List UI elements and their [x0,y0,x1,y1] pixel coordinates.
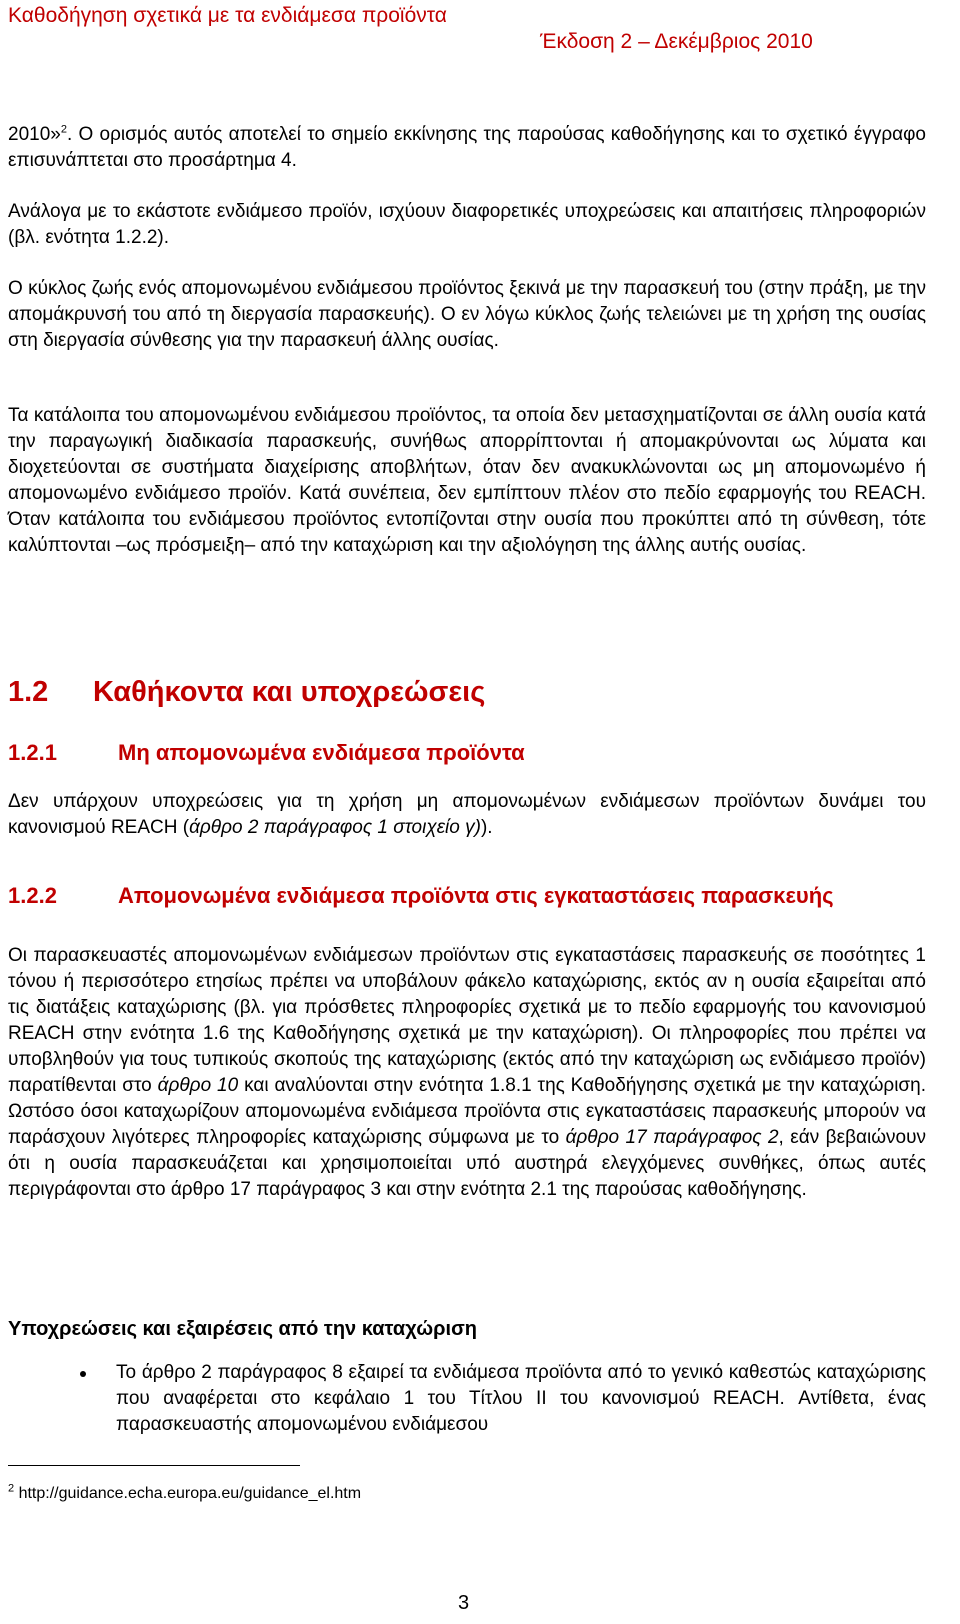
footnote-separator [8,1465,300,1466]
section-number: 1.2 [8,676,49,708]
italic-reference: άρθρο 10 [157,1075,239,1096]
document-title: Καθοδήγηση σχετικά με τα ενδιάμεσα προϊόντα [8,4,447,27]
paragraph-residues: Τα κατάλοιπα του απομονωμένου ενδιάμεσου προϊόντος, τα οποία δεν μετασχηματίζονται σε άλλη ουσία κατά την παραγωγική διαδικασία παρασκευής, συνήθως απορρίπτονται ή απομακρύνονται ως λύματα και διοχετεύονται σε συστήματα διαχείρισης αποβλήτων, όταν δεν ανακυκλώνονται ως μη απομονωμένο ή απομονωμένο ενδιάμεσο προϊόν. Κατά συνέπεια, δεν εμπίπτουν πλέον στο πεδίο εφαρμογής του REACH. Όταν κατάλοιπα του ενδιάμεσου προϊόντος εντοπίζονται στην ουσία που προκύπτει από τη σύνθεση, τότε καλύπτονται –ως πρόσμειξη– από την καταχώριση και την αξιολόγηση της άλλης αυτής ουσίας. [8,405,926,556]
paragraph-isolated-onsite [8,943,926,1203]
paragraph-definition [8,122,926,174]
italic-reference: άρθρο 17 παράγραφος 2 [565,1127,779,1148]
subheading-obligations-exemptions: Υποχρεώσεις και εξαιρέσεις από την καταχώριση [8,1318,478,1340]
footnote-ref[interactable]: 2 [60,123,67,136]
section-number: 1.2.1 [8,740,57,765]
text-run: Το [116,1362,142,1383]
paragraph-lifecycle: Ο κύκλος ζωής ενός απομονωμένου ενδιάμεσου προϊόντος ξεκινά με την παρασκευή του (στην πράξη, με την απομάκρυνσή του από τη διεργασία παρασκευής). Ο εν λόγω κύκλος ζωής τελειώνει με τη χρήση της ουσίας στη διεργασία σύνθεσης για την παρασκευή άλλης ουσίας. [8,278,926,351]
page-number: 3 [458,1592,470,1614]
italic-reference: άρθρο 2 παράγραφος 1 στοιχείο γ) [189,817,481,838]
footnote-number: 2 [8,1482,15,1495]
text-run: Οι παρασκευαστές απομονωμένων ενδιάμεσων προϊόντων στις εγκαταστάσεις παρασκευής σε ποσότητες 1 τόνου ή περισσότερο ετησίως πρέπει να υποβάλουν φάκελο καταχώρισης, εκτός αν η ουσία εξαιρείται από τις διατάξεις καταχώρισης (βλ. για πρόσθετες πληροφορίες σχετικά με το πεδίο εφαρμογής του κανονισμού REACH στην ενότητα 1.6 της Καθοδήγησης σχετικά με την καταχώριση). Οι πληροφορίες που πρέπει να υποβληθούν για τους τυπικούς σκοπούς της καταχώρισης (εκτός από την καταχώριση ως ενδιάμεσο προϊόν) παρατίθενται στο [8,945,926,1096]
section-title: Απομονωμένα ενδιάμεσα προϊόντα στις εγκαταστάσεις παρασκευής [118,883,834,908]
footnote-link[interactable]: http://guidance.echa.europa.eu/guidance_el.htm [18,1485,362,1502]
paragraph-definition-end: . Ο ορισμός αυτός αποτελεί το σημείο εκκίνησης της παρούσας καθοδήγησης και το σχετικό έγγραφο επισυνάπτεται στο προσάρτημα 4. [8,124,926,171]
document-version: Έκδοση 2 – Δεκέμβριος 2010 [540,30,813,53]
section-title: Καθήκοντα και υποχρεώσεις [93,676,486,708]
text-run: και αναλύονται στην ενότητα 1.8.1 της Καθοδήγησης σχετικά με την καταχώριση. Ωστόσο όσοι καταχωρίζουν απομονωμένα ενδιάμεσα προϊόντα στις εγκαταστάσεις παρασκευής μπορούν να παράσχουν λιγότερες πληροφορίες καταχώρισης σύμφωνα με το [8,1075,927,1148]
italic-reference: άρθρο 2 παράγραφος 8 [141,1362,343,1383]
paragraph-definition-start: 2010» [8,124,61,145]
section-number: 1.2.2 [8,883,57,908]
text-run: ). [480,817,493,838]
bullet-icon [80,1371,86,1377]
section-heading-1-2-2 [8,883,834,909]
text-run: εξαιρεί τα ενδιάμεσα προϊόντα από το γενικό καθεστώς καταχώρισης που αναφέρεται στο κεφάλαιο 1 του Τίτλου II του κανονισμού REACH. Αντίθετα, ένας παρασκευαστής απομονωμένου ενδιάμεσου [116,1362,926,1435]
bullet-item [116,1360,926,1438]
text-run: , εάν βεβαιώνουν ότι η ουσία παρασκευάζεται και χρησιμοποιείται υπό αυστηρά ελεγχόμενες συνθήκες, όπως αυτές περιγράφονται στο άρθρο 17 παράγραφος 3 και στην ενότητα 2.1 της παρούσας καθοδήγησης. [8,1127,926,1200]
text-run: Δεν υπάρχουν υποχρεώσεις για τη χρήση μη απομονωμένων ενδιάμεσων προϊόντων δυνάμει του κανονισμού REACH ( [8,791,926,838]
paragraph-obligations: Ανάλογα με το εκάστοτε ενδιάμεσο προϊόν, ισχύουν διαφορετικές υποχρεώσεις και απαιτήσεις πληροφοριών (βλ. ενότητα 1.2.2). [8,201,926,248]
section-heading-1-2-1 [8,740,525,766]
section-heading-1-2 [8,676,485,709]
section-title: Μη απομονωμένα ενδιάμεσα προϊόντα [118,740,525,765]
paragraph-non-isolated [8,789,926,841]
footnote [8,1482,362,1503]
